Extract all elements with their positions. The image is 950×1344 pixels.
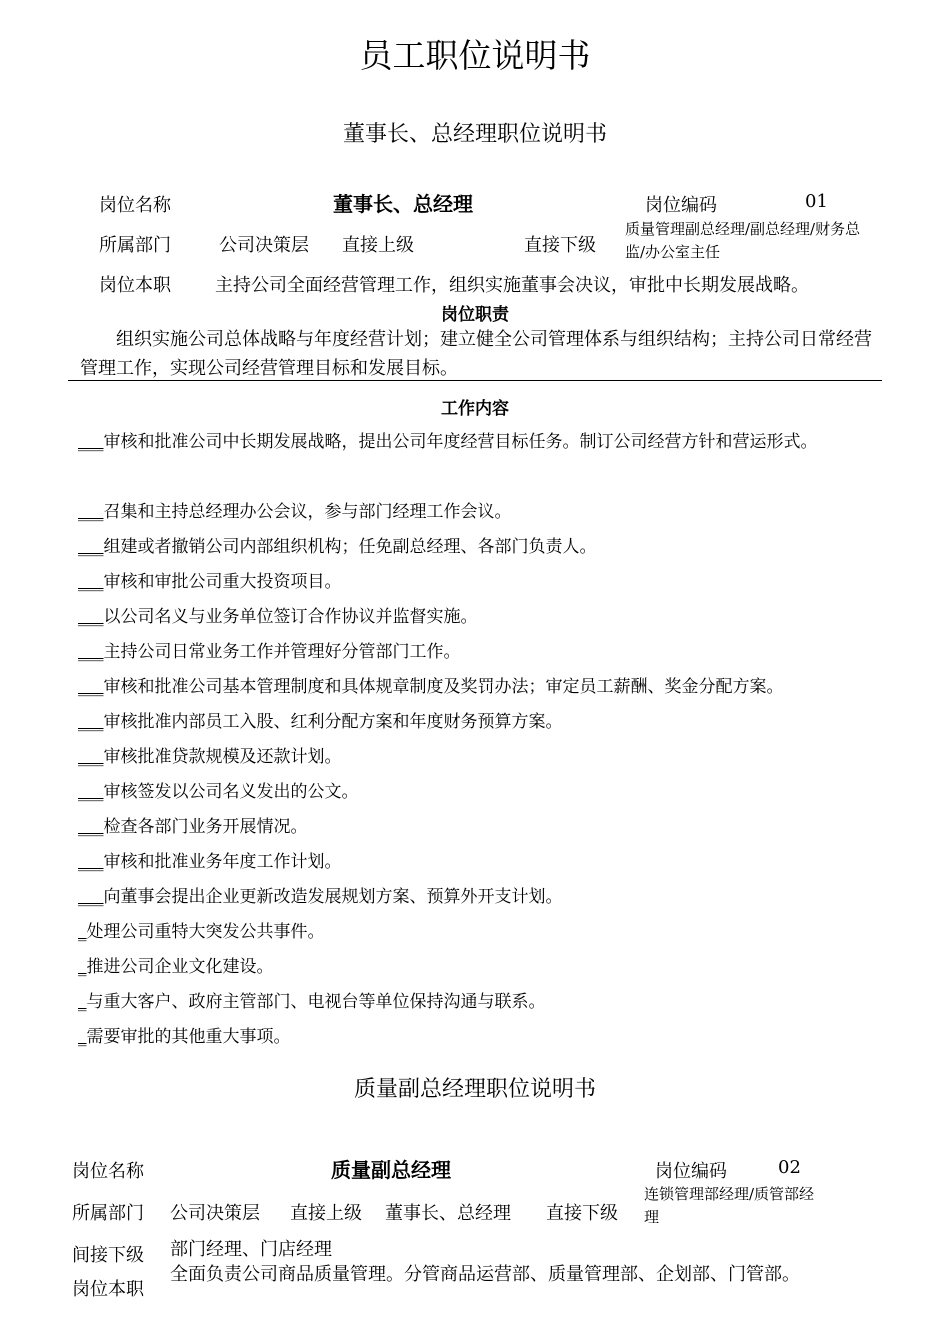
work-content-item	[78, 637, 878, 668]
fill-blank: ___	[78, 817, 104, 837]
s1-label-department: 所属部门	[99, 235, 171, 256]
fill-blank: ___	[78, 432, 104, 452]
work-content-text: 主持公司日常业务工作并管理好分管部门工作。	[103, 642, 461, 662]
s2-value-direct-subordinate: 连锁管理部经理/质管部经理	[644, 1185, 815, 1226]
s1-label-direct-superior: 直接上级	[342, 235, 414, 256]
responsibility-text: 组织实施公司总体战略与年度经营计划；建立健全公司管理体系与组织结构；主持公司日常经营管理工作，实现公司经营管理目标和发展目标。	[80, 329, 872, 379]
work-content-heading: 工作内容	[441, 399, 509, 419]
s2-value-direct-superior: 董事长、总经理	[385, 1203, 511, 1224]
work-content-text: 推进公司企业文化建设。	[86, 957, 274, 977]
fill-blank: _	[78, 1027, 87, 1047]
s2-label-department: 所属部门	[72, 1203, 144, 1224]
s2-label-duty-summary: 岗位本职	[72, 1279, 144, 1300]
s2-value-position-name: 质量副总经理	[331, 1158, 451, 1182]
work-content-text: 审核和审批公司重大投资项目。	[103, 572, 342, 592]
s2-value-duty-summary: 全面负责公司商品质量管理。分管商品运营部、质量管理部、企划部、门管部。	[170, 1264, 800, 1285]
s1-value-department: 公司决策层	[219, 235, 309, 256]
work-content-text: 检查各部门业务开展情况。	[103, 817, 308, 837]
work-content-text: 向董事会提出企业更新改造发展规划方案、预算外开支计划。	[103, 887, 563, 907]
work-content-text: 组建或者撤销公司内部组织机构；任免副总经理、各部门负责人。	[103, 537, 597, 557]
work-content-text: 审核和批准公司基本管理制度和具体规章制度及奖罚办法；审定员工薪酬、奖金分配方案。	[103, 677, 784, 697]
s1-value-duty-summary: 主持公司全面经营管理工作，组织实施董事会决议，审批中长期发展战略。	[215, 275, 809, 296]
work-content-item	[78, 777, 878, 808]
work-content-item	[78, 427, 878, 458]
section-1-title: 董事长、总经理职位说明书	[342, 122, 607, 147]
fill-blank: ___	[78, 887, 104, 907]
s1-value-position-code: 01	[805, 191, 828, 212]
work-content-item	[78, 882, 878, 913]
section-2-title: 质量副总经理职位说明书	[353, 1077, 596, 1102]
work-content-item	[78, 847, 878, 878]
work-content-item	[78, 917, 878, 948]
s1-label-duty-summary: 岗位本职	[99, 275, 171, 296]
fill-blank: ___	[78, 537, 104, 557]
fill-blank: ___	[78, 747, 104, 767]
work-content-text: 审核批准贷款规模及还款计划。	[103, 747, 342, 767]
s1-value-direct-subordinate: 质量管理副总经理/副总经理/财务总监/办公室主任	[625, 220, 861, 261]
s1-value-position-name: 董事长、总经理	[333, 192, 473, 216]
fill-blank: ___	[78, 572, 104, 592]
fill-blank: _	[78, 992, 87, 1012]
work-content-item	[78, 987, 878, 1018]
fill-blank: ___	[78, 712, 104, 732]
s1-label-position-code: 岗位编码	[645, 195, 717, 216]
fill-blank: ___	[78, 852, 104, 872]
work-content-text: 审核批准内部员工入股、红利分配方案和年度财务预算方案。	[103, 712, 563, 732]
s2-label-direct-superior: 直接上级	[290, 1203, 362, 1224]
s2-value-department: 公司决策层	[170, 1203, 260, 1224]
work-content-text: 与重大客户、政府主管部门、电视台等单位保持沟通与联系。	[86, 992, 546, 1012]
work-content-item	[78, 602, 878, 633]
responsibility-heading: 岗位职责	[441, 305, 509, 325]
work-content-item	[78, 567, 878, 598]
work-content-text: 审核签发以公司名义发出的公文。	[103, 782, 359, 802]
work-content-item	[78, 707, 878, 738]
work-content-item	[78, 812, 878, 843]
work-content-text: 以公司名义与业务单位签订合作协议并监督实施。	[103, 607, 478, 627]
s2-label-indirect-subordinate: 间接下级	[72, 1245, 144, 1266]
work-content-text: 审核和批准公司中长期发展战略，提出公司年度经营目标任务。制订公司经营方针和营运形式。	[103, 432, 818, 452]
work-content-item	[78, 952, 878, 983]
fill-blank: ___	[78, 607, 104, 627]
work-content-item	[78, 532, 878, 563]
fill-blank: ___	[78, 782, 104, 802]
fill-blank: _	[78, 957, 87, 977]
fill-blank: ___	[78, 502, 104, 522]
fill-blank: _	[78, 922, 87, 942]
work-content-item	[78, 742, 878, 773]
work-content-text: 召集和主持总经理办公会议，参与部门经理工作会议。	[103, 502, 512, 522]
s2-label-direct-subordinate: 直接下级	[546, 1203, 618, 1224]
work-content-item	[78, 497, 878, 528]
work-content-item	[78, 672, 878, 703]
fill-blank: ___	[78, 642, 104, 662]
document-title: 员工职位说明书	[359, 36, 591, 75]
work-content-text: 审核和批准业务年度工作计划。	[103, 852, 342, 872]
work-content-text: 需要审批的其他重大事项。	[86, 1027, 291, 1047]
fill-blank: ___	[78, 677, 104, 697]
work-content-item	[78, 1022, 878, 1053]
s1-label-position-name: 岗位名称	[99, 195, 171, 216]
s2-label-position-name: 岗位名称	[72, 1161, 144, 1182]
s1-label-direct-subordinate: 直接下级	[524, 235, 596, 256]
work-content-text: 处理公司重特大突发公共事件。	[86, 922, 325, 942]
s2-label-position-code: 岗位编码	[655, 1161, 727, 1182]
s2-value-indirect-subordinate: 部门经理、门店经理	[170, 1239, 332, 1260]
section-divider	[68, 380, 882, 381]
s2-value-position-code: 02	[778, 1157, 801, 1178]
